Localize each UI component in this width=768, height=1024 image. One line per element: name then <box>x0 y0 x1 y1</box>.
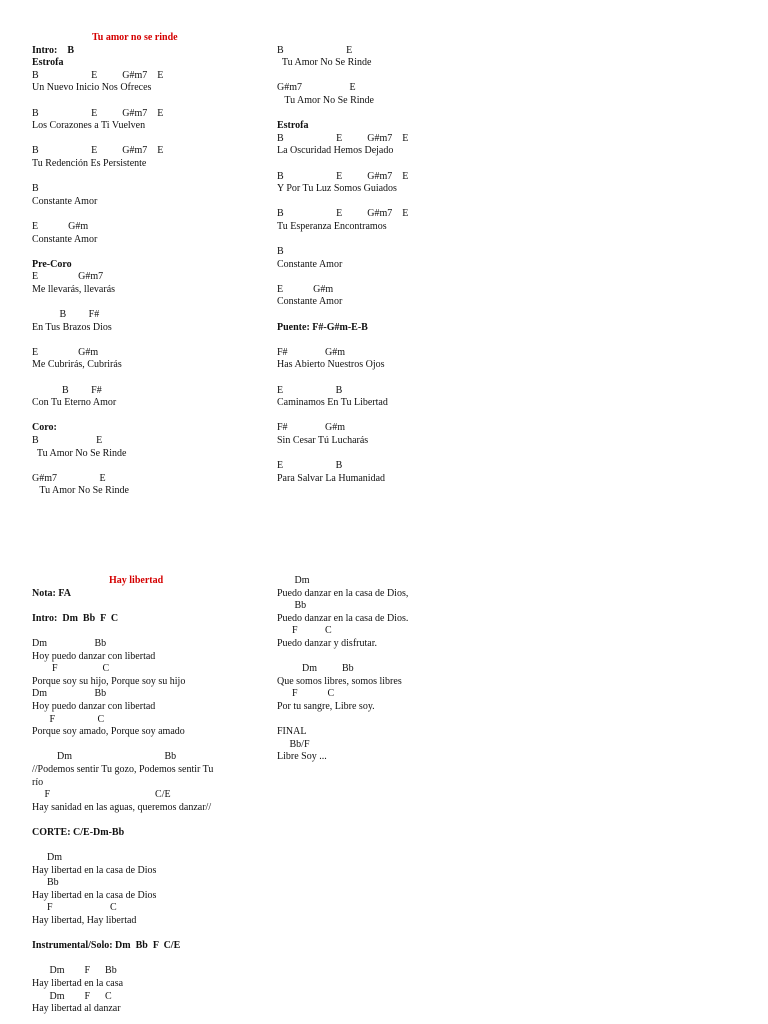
lyric-line: E G#m <box>32 220 89 232</box>
lyric-line: río <box>32 776 44 788</box>
lyric-line: Porque soy su hijo, Porque soy su hijo <box>32 675 186 687</box>
lyric-line: F# G#m <box>277 346 346 358</box>
lyric-line: //Podemos sentir Tu gozo, Podemos sentir Tu <box>32 763 214 775</box>
blank-line <box>32 600 272 613</box>
lyric-line: E B <box>277 460 343 472</box>
lyric-line: F C <box>32 663 110 675</box>
blank-line <box>277 334 507 347</box>
lyric-line: Me llevarás, llevarás <box>32 283 116 295</box>
lyric-line: Hay libertad, Hay libertad <box>32 915 137 927</box>
lyric-line: Tu Amor No Se Rinde <box>277 94 374 106</box>
lyric-line: Estrofa <box>277 120 309 132</box>
lyric-line: Constante Amor <box>277 258 343 270</box>
lyric-line: Nota: FA <box>32 587 71 599</box>
lyric-line: F C/E <box>32 789 171 801</box>
lyric-line: Instrumental/Solo: Dm Bb F C/E <box>32 940 181 952</box>
lyric-line: Por tu sangre, Libre soy. <box>277 700 375 712</box>
lyric-line: Tu Esperanza Encontramos <box>277 220 387 232</box>
lyric-line: FINAL <box>277 726 307 738</box>
blank-line <box>277 372 507 385</box>
lyric-line: Hay libertad al danzar <box>32 1003 121 1015</box>
lyric-line: Tu Amor No Se Rinde <box>32 485 129 497</box>
blank-line <box>277 108 507 121</box>
blank-line <box>32 953 272 966</box>
lyric-line: Coro: <box>32 422 57 434</box>
blank-line <box>32 460 262 473</box>
lyric-line: Sin Cesar Tú Lucharás <box>277 435 369 446</box>
lyric-line: B E <box>277 44 353 56</box>
lyric-line: B F# <box>32 384 102 396</box>
lyric-line: Dm Bb <box>32 751 177 763</box>
lyric-line: F# G#m <box>277 422 346 434</box>
lyric-line: B F# <box>32 309 100 321</box>
blank-line <box>32 625 272 638</box>
song1-right-column <box>277 45 507 486</box>
lyric-line: Hay sanidad en las aguas, queremos danzar// <box>32 801 212 813</box>
lyric-line: Dm <box>32 852 62 864</box>
lyric-line: Constante Amor <box>32 195 98 207</box>
lyric-line: Puente: F#-G#m-E-B <box>277 321 368 333</box>
blank-line <box>277 410 507 423</box>
blank-line <box>32 95 262 108</box>
song2-left-column <box>32 575 272 1016</box>
lyric-line: En Tus Brazos Dios <box>32 321 112 333</box>
lyric-line: Hay libertad en la casa de Dios <box>32 889 157 901</box>
lyric-line: B E G#m7 E <box>277 208 409 220</box>
lyric-line: B <box>32 183 39 195</box>
song1-right-lines <box>277 45 507 486</box>
lyric-line: B E G#m7 E <box>32 69 164 81</box>
lyric-line: Constante Amor <box>32 233 98 245</box>
lyric-line: Los Corazones a Ti Vuelven <box>32 120 146 132</box>
lyric-line: F C <box>32 713 105 725</box>
lyric-line: B <box>277 246 284 258</box>
lyric-line: E B <box>277 384 343 396</box>
lyric-line: Dm F C <box>32 990 112 1002</box>
lyric-line: G#m7 E <box>277 82 356 94</box>
lyric-line: F C <box>32 902 117 914</box>
lyric-line: Caminamos En Tu Libertad <box>277 397 388 409</box>
lyric-line: Y Por Tu Luz Somos Guiados <box>277 183 397 195</box>
blank-line <box>277 309 507 322</box>
blank-line <box>32 133 262 146</box>
blank-line <box>32 208 262 221</box>
lyric-line: E G#m7 <box>32 271 104 283</box>
lyric-line: Bb <box>277 600 307 612</box>
lyric-line: Libre Soy ... <box>277 751 327 763</box>
lyric-line: Tu Redención Es Persistente <box>32 157 147 169</box>
song2-right-column <box>277 575 507 764</box>
lyric-line: Bb <box>32 877 59 889</box>
lyric-line: Estrofa <box>32 57 64 69</box>
blank-line <box>277 448 507 461</box>
lyric-line: Con Tu Eterno Amor <box>32 397 117 409</box>
blank-line <box>277 234 507 247</box>
song1-title: Tu amor no se rinde <box>92 32 178 43</box>
lyric-line: Has Abierto Nuestros Ojos <box>277 359 385 371</box>
lyric-line: B E G#m7 E <box>32 107 164 119</box>
blank-line <box>32 372 262 385</box>
song2-left-lines <box>32 588 272 1016</box>
lyric-line: Dm Bb <box>32 637 107 649</box>
blank-line <box>32 839 272 852</box>
lyric-line: Puedo danzar en la casa de Dios. <box>277 612 409 624</box>
blank-line <box>32 814 272 827</box>
lyric-line: Puedo danzar en la casa de Dios, <box>277 587 409 599</box>
lyric-line: Pre-Coro <box>32 258 72 270</box>
blank-line <box>32 928 272 941</box>
lyric-line: Hay libertad en la casa <box>32 978 124 989</box>
lyric-line: Tu Amor No Se Rinde <box>32 447 127 459</box>
blank-line <box>277 196 507 209</box>
lyric-line: Dm <box>277 575 310 586</box>
lyric-line: E G#m <box>277 283 334 295</box>
lyric-line: F C <box>277 688 335 700</box>
lyric-line: Para Salvar La Humanidad <box>277 472 386 484</box>
lyric-line: Tu Amor No Se Rinde <box>277 57 372 69</box>
lyric-line: Intro: B <box>32 44 75 56</box>
blank-line <box>277 651 507 664</box>
lyric-line: F C <box>277 625 332 637</box>
lyric-line: Constante Amor <box>277 296 343 308</box>
blank-line <box>32 296 262 309</box>
lyric-line: Dm Bb <box>32 688 107 700</box>
lyric-line: CORTE: C/E-Dm-Bb <box>32 826 125 838</box>
lyric-line: B E <box>32 435 103 446</box>
song1-left-lines <box>32 45 262 498</box>
lyric-line: G#m7 E <box>32 472 106 484</box>
lyric-line: Me Cubrirás, Cubrirás <box>32 359 122 371</box>
song2-right-lines <box>277 575 507 764</box>
blank-line <box>277 271 507 284</box>
lyric-line: B E G#m7 E <box>277 132 409 144</box>
lyric-line: Puedo danzar y disfrutar. <box>277 637 377 649</box>
blank-line <box>277 714 507 727</box>
blank-line <box>32 246 262 259</box>
lyric-line: Bb/F <box>277 738 310 750</box>
song2-title: Hay libertad <box>109 575 164 586</box>
lyric-line: Dm F Bb <box>32 965 117 977</box>
lyric-line: E G#m <box>32 346 99 358</box>
lyric-line: Hoy puedo danzar con libertad <box>32 700 156 712</box>
lyric-line: Intro: Dm Bb F C <box>32 612 119 624</box>
blank-line <box>32 739 272 752</box>
blank-line <box>277 70 507 83</box>
blank-line <box>32 410 262 423</box>
lyric-line: Porque soy amado, Porque soy amado <box>32 726 185 738</box>
lyric-line: B E G#m7 E <box>277 170 409 182</box>
lyric-line: Un Nuevo Inicio Nos Ofreces <box>32 82 152 94</box>
lyric-line: Dm Bb <box>277 663 354 675</box>
song1-left-column <box>32 32 262 498</box>
blank-line <box>277 158 507 171</box>
lyric-line: Hay libertad en la casa de Dios <box>32 864 157 876</box>
lyric-line: Que somos libres, somos libres <box>277 675 402 687</box>
lyric-line: La Oscuridad Hemos Dejado <box>277 145 394 157</box>
blank-line <box>32 171 262 184</box>
blank-line <box>32 334 262 347</box>
lyric-line: Hoy puedo danzar con libertad <box>32 650 156 662</box>
lyric-line: B E G#m7 E <box>32 145 164 157</box>
